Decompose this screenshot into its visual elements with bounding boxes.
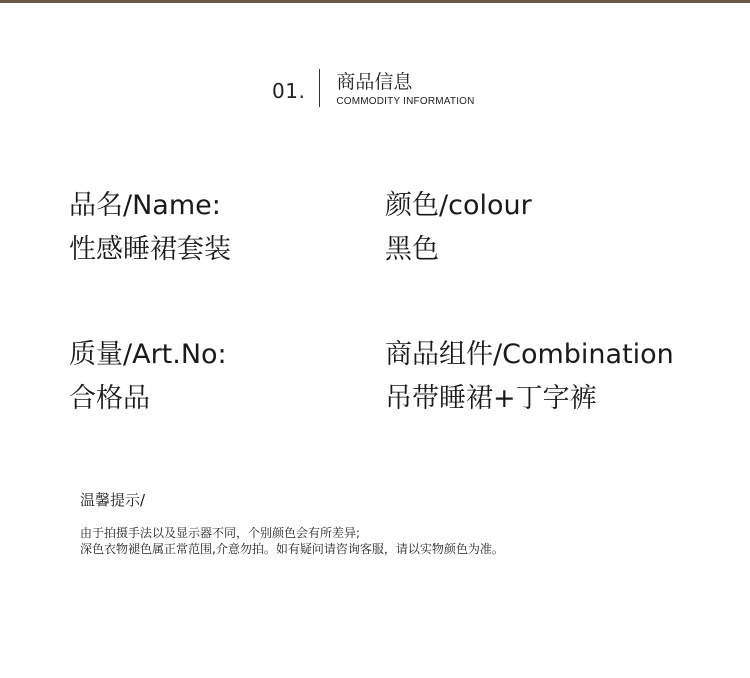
spec-colour bbox=[385, 184, 532, 272]
notice bbox=[80, 489, 504, 557]
notice-title: 温馨提示/ bbox=[80, 491, 146, 509]
spec-quality bbox=[69, 333, 227, 421]
spec-colour-label: 颜色/colour bbox=[385, 190, 532, 221]
spec-combination bbox=[385, 333, 674, 421]
notice-line: 由于拍摄手法以及显示器不同，个别颜色会有所差异; bbox=[80, 526, 361, 540]
spec-quality-label: 质量/Art.No: bbox=[69, 339, 227, 370]
spec-name-value: 性感睡裙套装 bbox=[69, 234, 231, 265]
notice-line: 深色衣物褪色属正常范围,介意勿拍。如有疑问请咨询客服，请以实物颜色为准。 bbox=[80, 542, 504, 556]
section-title: 商品信息 bbox=[336, 70, 413, 93]
spec-colour-value: 黑色 bbox=[385, 234, 439, 265]
section-number: 01. bbox=[272, 79, 306, 103]
header-divider bbox=[319, 69, 320, 107]
spec-quality-value: 合格品 bbox=[69, 383, 150, 414]
spec-combination-value: 吊带睡裙+丁字裤 bbox=[385, 383, 597, 414]
section-header bbox=[272, 68, 475, 108]
spec-combination-label: 商品组件/Combination bbox=[385, 339, 674, 370]
top-border bbox=[0, 0, 750, 3]
header-text bbox=[336, 70, 474, 107]
spec-name-label: 品名/Name: bbox=[69, 190, 221, 221]
section-subtitle: COMMODITY INFORMATION bbox=[336, 95, 475, 107]
notice-lines bbox=[80, 525, 504, 557]
spec-name bbox=[69, 184, 231, 272]
